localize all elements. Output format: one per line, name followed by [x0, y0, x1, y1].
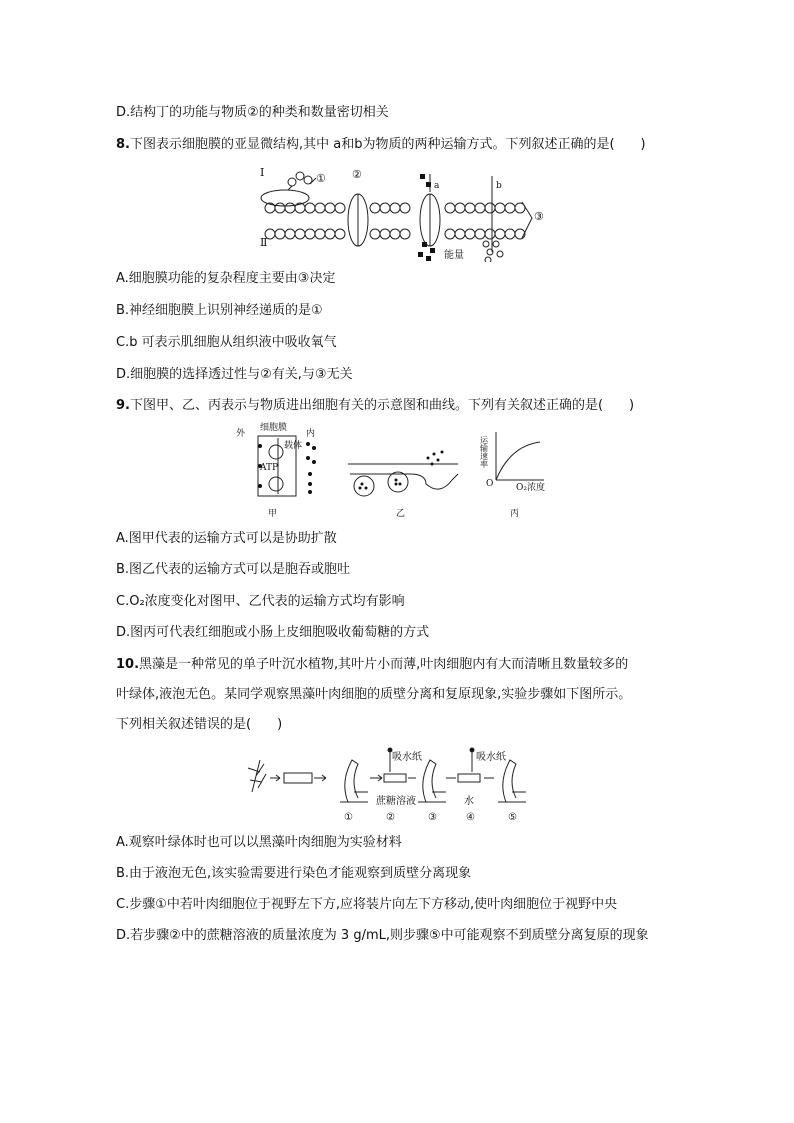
label-bing: 丙: [510, 509, 520, 519]
label-xlabel: O₂浓度: [516, 483, 545, 493]
q10-number: 10.: [116, 657, 140, 672]
curve-bing: [496, 442, 540, 480]
q10-stem-text-1: 黑藻是一种常见的单子叶沉水植物,其叶片小而薄,叶肉细胞内有大而清晰且数量较多的: [139, 657, 629, 672]
label-yi: 乙: [396, 509, 406, 519]
label-energy: 能量: [444, 250, 464, 261]
microscope-5: [498, 760, 526, 802]
plant-icon: [248, 760, 266, 792]
label-atp: ATP: [260, 463, 279, 473]
glycoprotein-ellipse: [261, 190, 309, 206]
microscope-1: [340, 760, 368, 802]
q10-option-c: C.步骤①中若叶肉细胞位于视野左下方,应将装片向左下方移动,使叶肉细胞位于视野中央: [116, 897, 618, 912]
label-paper-1: 吸水纸: [392, 752, 422, 763]
label-membrane: 细胞膜: [260, 423, 288, 433]
q8-stem-text: 下图表示细胞膜的亚显微结构,其中 a和b为物质的两种运输方式。下列叙述正确的是( ): [129, 137, 646, 152]
slide-2: [384, 774, 406, 782]
q10-option-a: A.观察叶绿体时也可以以黑藻叶肉细胞为实验材料: [116, 835, 402, 850]
step-4: ④: [466, 812, 475, 823]
label-carrier: 载体: [284, 441, 303, 451]
q10-stem-line-3: 下列相关叙述错误的是( ): [116, 717, 283, 732]
q9-stem-text: 下图甲、乙、丙表示与物质进出细胞有关的示意图和曲线。下列有关叙述正确的是( ): [129, 398, 635, 413]
phospholipid-layer-bottom: [265, 229, 525, 239]
label-2: ②: [352, 168, 362, 181]
step-3: ③: [428, 812, 437, 823]
q9-option-a: A.图甲代表的运输方式可以是协助扩散: [116, 531, 337, 546]
q9-option-d: D.图丙可代表红细胞或小肠上皮细胞吸收葡萄糖的方式: [116, 625, 430, 640]
q9-option-c: C.O₂浓度变化对图甲、乙代表的运输方式均有影响: [116, 594, 405, 609]
label-1: ①: [316, 172, 326, 185]
step-5: ⑤: [508, 812, 517, 823]
q10-option-d: D.若步骤②中的蔗糖溶液的质量浓度为 3 g/mL,则步骤⑤中可能观察不到质壁分离复原的现象: [116, 928, 649, 943]
microscope-3: [418, 760, 446, 802]
phospholipid-layer-top: [265, 203, 525, 213]
label-II: Ⅱ: [260, 236, 268, 249]
transported-particles: [418, 174, 435, 261]
label-inside: 内: [306, 429, 316, 439]
q10-stem-line-1: [116, 656, 628, 674]
label-origin: O: [486, 479, 494, 489]
q10-stem-line-2: 叶绿体,液泡无色。某同学观察黑藻叶肉细胞的质壁分离和复原现象,实验步骤如下图所示。: [116, 687, 632, 702]
label-I: I: [260, 166, 265, 179]
label-paper-2: 吸水纸: [476, 752, 506, 763]
step-2: ②: [386, 812, 395, 823]
step-1: ①: [344, 812, 353, 823]
q9-stem: [116, 397, 634, 415]
q10-option-b: B.由于液泡无色,该实验需要进行染色才能观察到质壁分离现象: [116, 866, 472, 881]
q8-option-d: D.细胞膜的选择透过性与②有关,与③无关: [116, 367, 353, 382]
label-sucrose: 蔗糖溶液: [376, 796, 416, 807]
label-outside: 外: [236, 429, 246, 439]
experiment-steps-figure: [240, 742, 560, 826]
q8-option-b: B.神经细胞膜上识别神经递质的是①: [116, 303, 323, 318]
q8-option-c: C.b 可表示肌细胞从组织液中吸收氧气: [116, 335, 337, 350]
label-b: b: [496, 181, 502, 191]
label-a: a: [434, 181, 440, 191]
q7-option-d: D.结构丁的功能与物质②的种类和数量密切相关: [116, 105, 389, 120]
membrane-structure-figure: [250, 162, 550, 262]
q8-option-a: A.细胞膜功能的复杂程度主要由③决定: [116, 271, 336, 286]
label-3: ③: [534, 210, 544, 223]
label-ylabel: 运输速率: [479, 436, 489, 468]
slide-icon: [284, 773, 312, 783]
label-jia: 甲: [268, 509, 278, 519]
label-water: 水: [464, 796, 474, 807]
q8-stem: [116, 136, 646, 154]
q9-option-b: B.图乙代表的运输方式可以是胞吞或胞吐: [116, 562, 351, 577]
transport-figures: [230, 422, 560, 522]
slide-4: [458, 774, 480, 782]
q8-number: 8.: [116, 137, 130, 152]
q9-number: 9.: [116, 398, 130, 413]
